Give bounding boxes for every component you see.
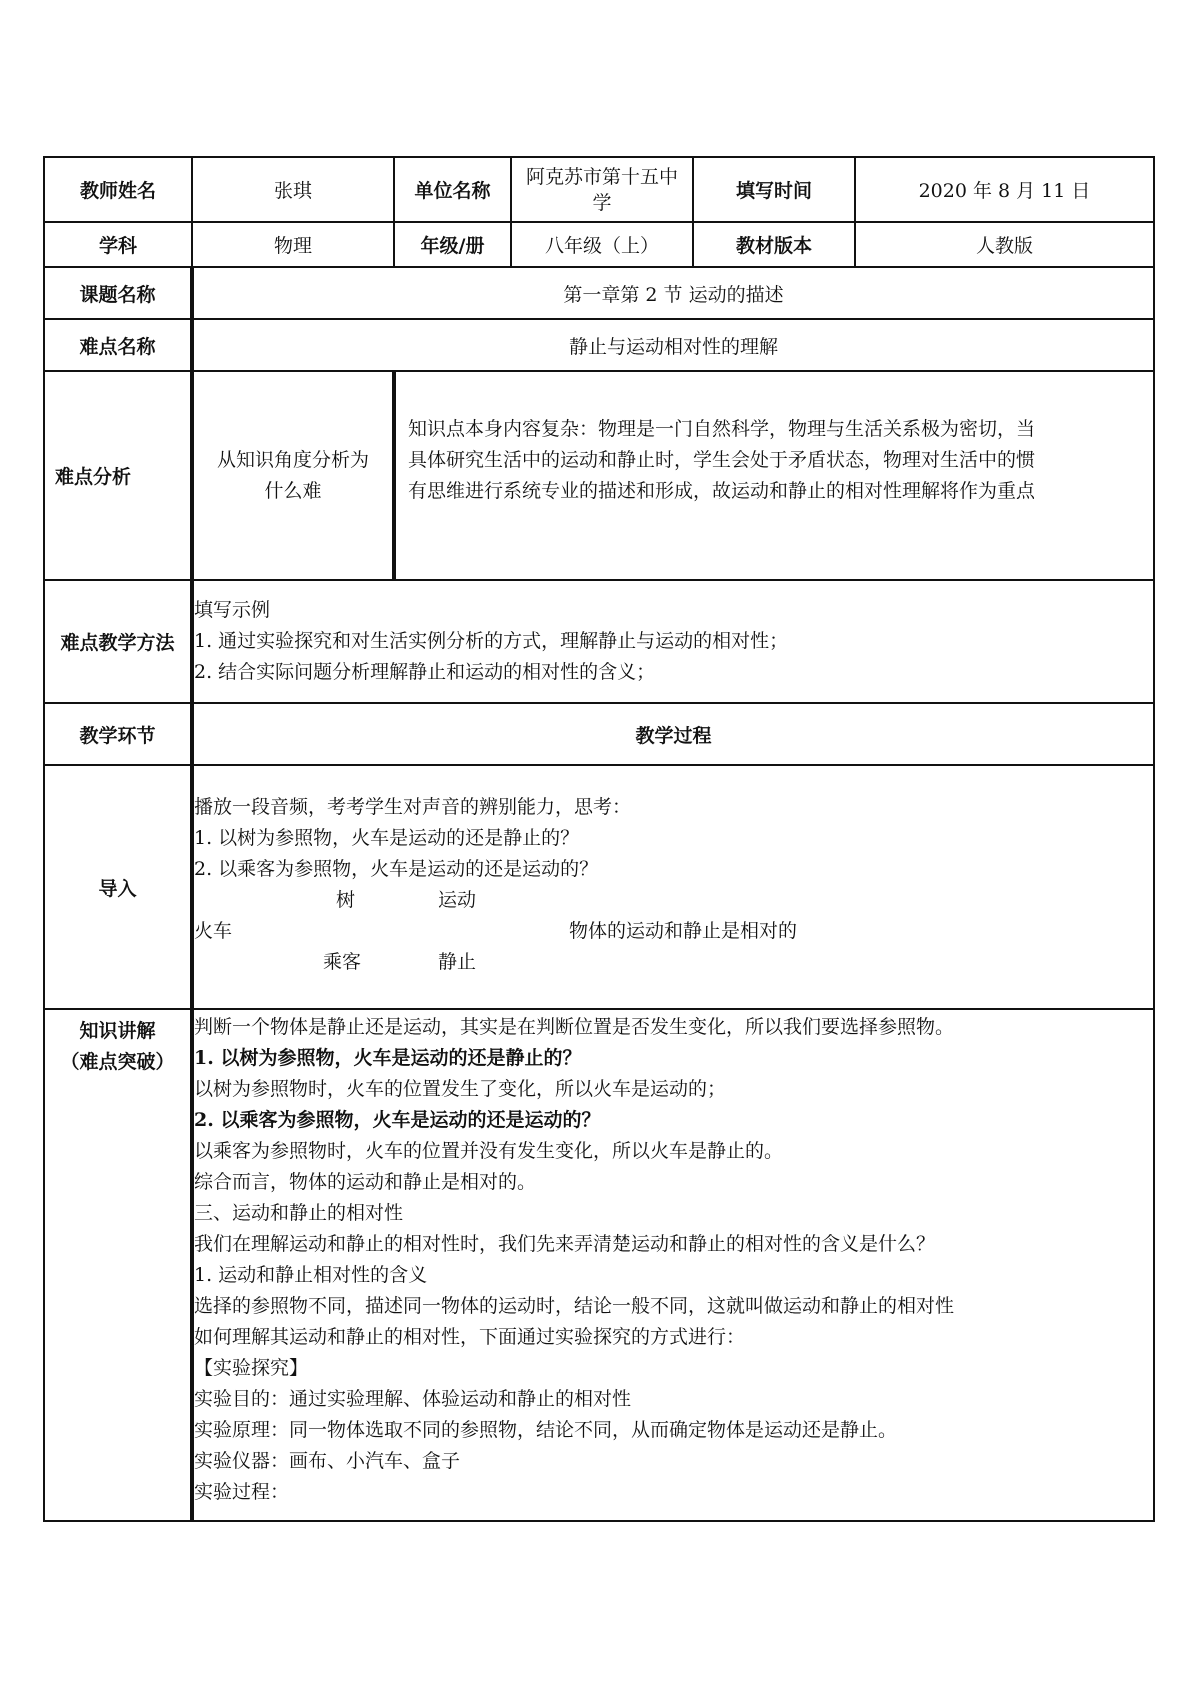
method-row	[44, 580, 1154, 703]
knowledge-line: 1. 运动和静止相对性的含义	[194, 1264, 428, 1286]
topic-value: 第一章第 2 节 运动的描述	[192, 267, 1154, 319]
knowledge-row	[44, 1009, 1154, 1521]
method-line: 2. 结合实际问题分析理解静止和运动的相对性的含义；	[194, 661, 656, 683]
teacher-name-label: 教师姓名	[44, 157, 192, 222]
analysis-sub-label-line-2: 什么难	[264, 479, 322, 502]
teacher-name-value: 张琪	[192, 157, 394, 222]
diagram-conclusion: 物体的运动和静止是相对的	[569, 920, 798, 942]
knowledge-line: 综合而言，物体的运动和静止是相对的。	[194, 1171, 537, 1193]
intro-text	[192, 765, 1154, 1009]
method-line: 1. 通过实验探究和对生活实例分析的方式，理解静止与运动的相对性；	[194, 630, 789, 652]
unit-name-value	[511, 157, 693, 222]
teaching-process-label: 教学过程	[192, 703, 1154, 765]
lesson-plan-document	[43, 156, 1153, 1522]
method-label: 难点教学方法	[44, 580, 192, 703]
knowledge-question-1: 1. 以树为参照物，火车是运动的还是静止的？	[194, 1047, 582, 1069]
knowledge-question-2: 2. 以乘客为参照物，火车是运动的还是运动的？	[194, 1109, 601, 1131]
analysis-row	[44, 371, 1154, 580]
diagram-passenger: 乘客	[323, 951, 362, 973]
unit-name-line-2: 学	[592, 191, 612, 214]
analysis-line: 知识点本身内容复杂：物理是一门自然科学，物理与生活关系极为密切，当	[408, 418, 1036, 440]
intro-line: 2. 以乘客为参照物，火车是运动的还是运动的？	[194, 858, 599, 880]
knowledge-line: 以树为参照物时，火车的位置发生了变化，所以火车是运动的；	[194, 1078, 727, 1100]
topic-label: 课题名称	[44, 267, 192, 319]
difficulty-value: 静止与运动相对性的理解	[192, 319, 1154, 371]
analysis-text	[394, 371, 1154, 580]
knowledge-line: 以乘客为参照物时，火车的位置并没有发生变化，所以火车是静止的。	[194, 1140, 784, 1162]
intro-line: 1. 以树为参照物，火车是运动的还是静止的？	[194, 827, 580, 849]
diagram-moving: 运动	[438, 889, 477, 911]
analysis-sub-label-line-1: 从知识角度分析为	[216, 448, 369, 471]
analysis-line: 具体研究生活中的运动和静止时，学生会处于矛盾状态，物理对生活中的惯	[408, 449, 1036, 471]
unit-name-line-1: 阿克苏市第十五中	[525, 165, 678, 188]
unit-name-label: 单位名称	[394, 157, 511, 222]
grade-label: 年级/册	[394, 222, 511, 267]
knowledge-section-heading: 三、运动和静止的相对性	[194, 1202, 404, 1224]
teaching-stage-label: 教学环节	[44, 703, 192, 765]
intro-row	[44, 765, 1154, 1009]
knowledge-text	[192, 1009, 1154, 1521]
reference-frame-diagram	[194, 885, 1153, 983]
diagram-train: 火车	[194, 920, 233, 942]
fill-date-value: 2020 年 8 月 11 日	[855, 157, 1154, 222]
textbook-label: 教材版本	[693, 222, 855, 267]
method-line: 填写示例	[194, 599, 271, 621]
difficulty-row	[44, 319, 1154, 371]
knowledge-line: 实验仪器：画布、小汽车、盒子	[194, 1450, 461, 1472]
knowledge-line: 实验目的：通过实验理解、体验运动和静止的相对性	[194, 1388, 632, 1410]
method-text	[192, 580, 1154, 703]
intro-line: 播放一段音频，考考学生对声音的辨别能力，思考：	[194, 796, 632, 818]
lesson-plan-table	[43, 156, 1155, 1522]
knowledge-line: 实验原理：同一物体选取不同的参照物，结论不同，从而确定物体是运动还是静止。	[194, 1419, 898, 1441]
grade-value: 八年级（上）	[511, 222, 693, 267]
analysis-label: 难点分析	[44, 371, 192, 580]
subject-label: 学科	[44, 222, 192, 267]
knowledge-line: 判断一个物体是静止还是运动，其实是在判断位置是否发生变化，所以我们要选择参照物。	[194, 1016, 955, 1038]
subject-value: 物理	[192, 222, 394, 267]
knowledge-line: 实验过程：	[194, 1481, 290, 1503]
knowledge-label-line-1: 知识讲解	[79, 1020, 156, 1042]
analysis-line: 有思维进行系统专业的描述和形成，故运动和静止的相对性理解将作为重点	[408, 480, 1036, 502]
diagram-tree: 树	[336, 889, 356, 911]
process-header-row	[44, 703, 1154, 765]
fill-date-label: 填写时间	[693, 157, 855, 222]
topic-row	[44, 267, 1154, 319]
difficulty-label: 难点名称	[44, 319, 192, 371]
textbook-value: 人教版	[855, 222, 1154, 267]
header-row-1	[44, 157, 1154, 222]
knowledge-line: 如何理解其运动和静止的相对性，下面通过实验探究的方式进行：	[194, 1326, 746, 1348]
intro-label: 导入	[44, 765, 192, 1009]
knowledge-label-line-2: （难点突破）	[60, 1051, 175, 1073]
diagram-still: 静止	[438, 951, 477, 973]
analysis-sub-label	[192, 371, 394, 580]
knowledge-line: 选择的参照物不同，描述同一物体的运动时，结论一般不同，这就叫做运动和静止的相对性	[194, 1295, 955, 1317]
knowledge-label	[44, 1009, 192, 1521]
knowledge-line: 【实验探究】	[194, 1357, 309, 1379]
knowledge-line: 我们在理解运动和静止的相对性时，我们先来弄清楚运动和静止的相对性的含义是什么？	[194, 1233, 936, 1255]
header-row-2	[44, 222, 1154, 267]
